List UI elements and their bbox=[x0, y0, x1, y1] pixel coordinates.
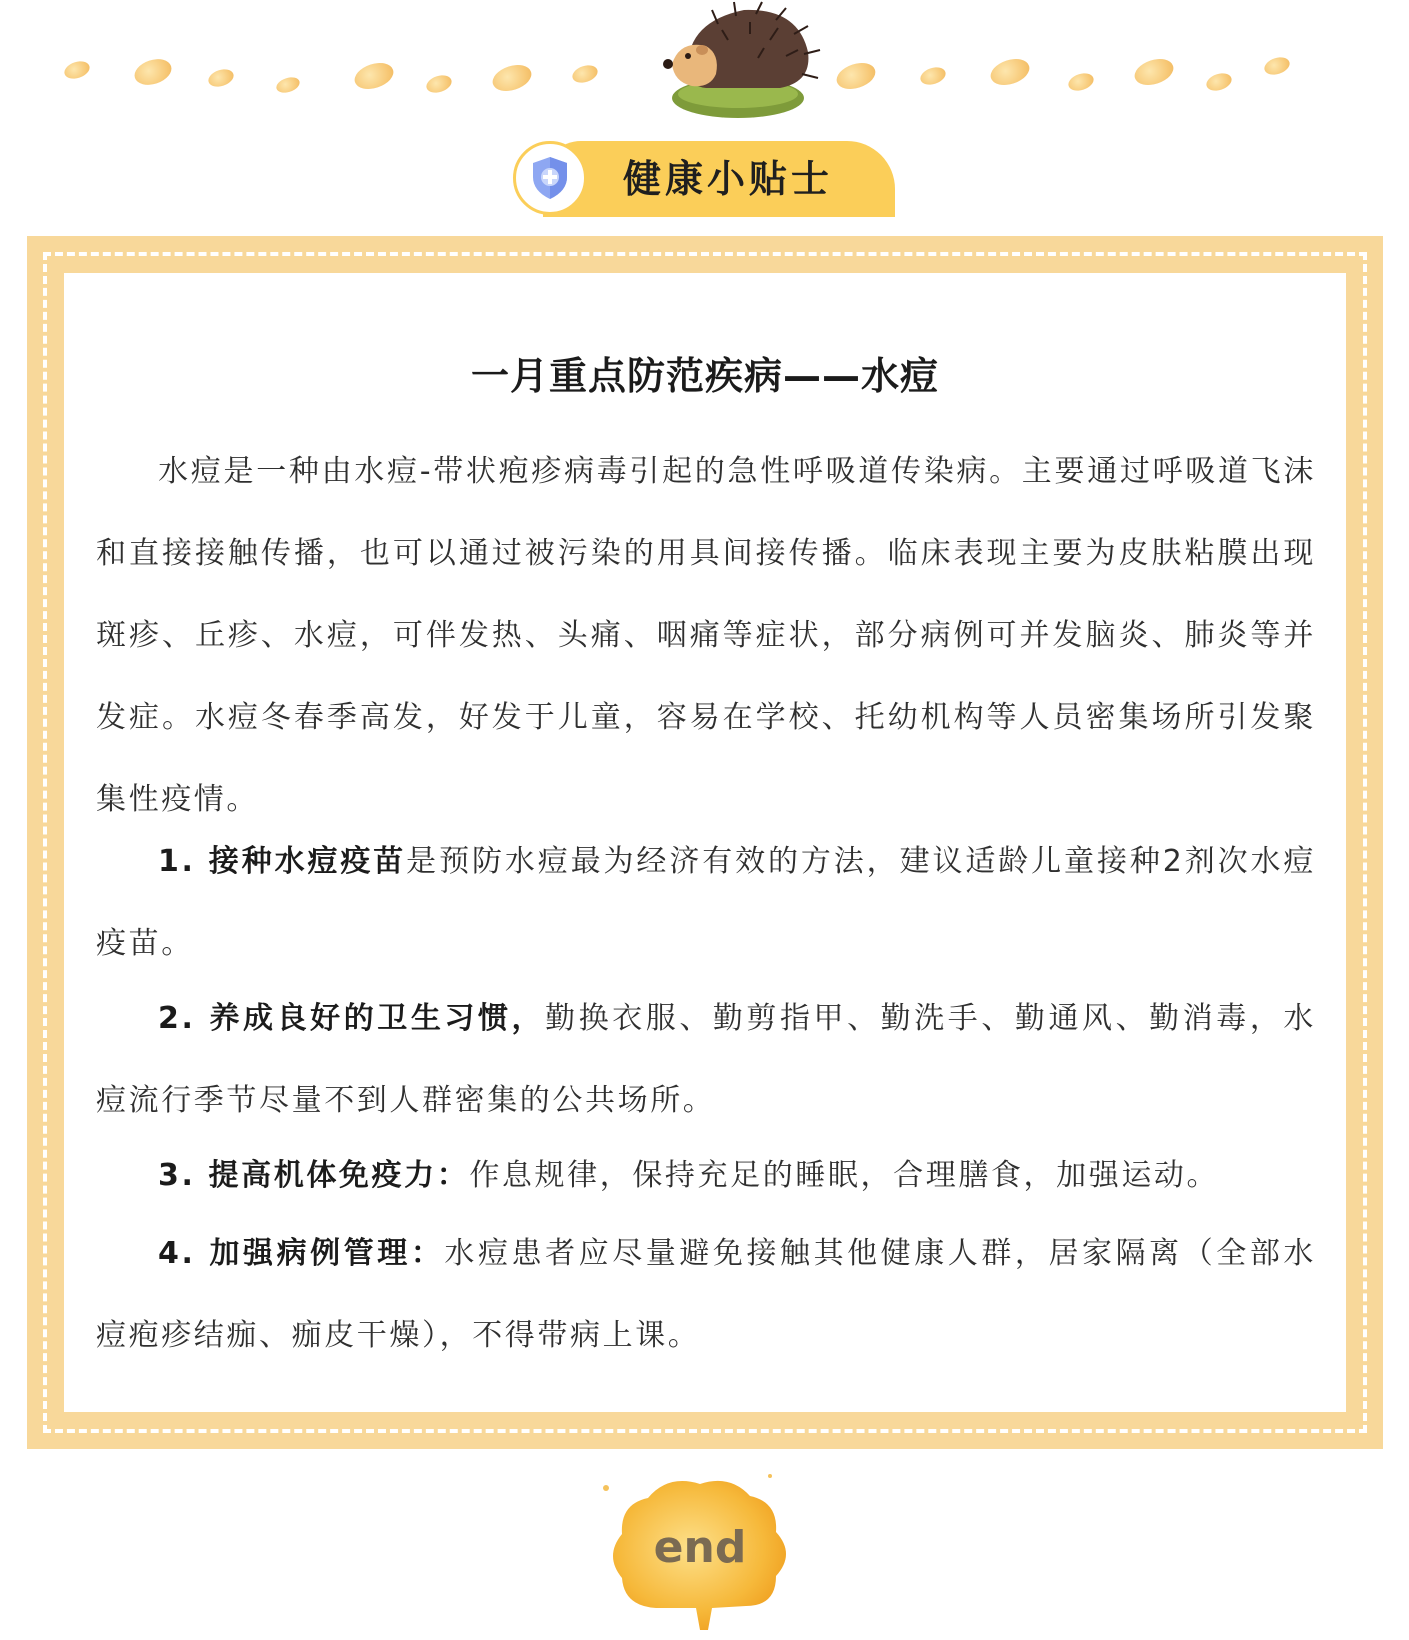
leaf-icon bbox=[1204, 70, 1234, 93]
content-panel bbox=[64, 273, 1346, 1412]
tip-lead: 1. 接种水痘疫苗 bbox=[158, 844, 407, 879]
article-title: 一月重点防范疾病——水痘 bbox=[470, 354, 939, 398]
leaf-icon bbox=[489, 60, 534, 95]
leaf-icon bbox=[351, 58, 396, 93]
intro-text: 水痘是一种由水痘-带状疱疹病毒引起的急性呼吸道传染病。主要通过呼吸道飞沫和直接接触传播，也可以通过被污染的用具间接传播。临床表现主要为皮肤粘膜出现斑疹、丘疹、水痘，可伴发热、头痛、咽痛等症状，部分病例可并发脑炎、肺炎等并发症。水痘冬春季高发，好发于儿童，容易在学校、托幼机构等人员密集场所引发聚集性疫情。 bbox=[96, 454, 1316, 817]
intro-paragraph bbox=[96, 431, 1316, 841]
leaf-icon bbox=[62, 58, 92, 81]
leaf-icon bbox=[1262, 54, 1292, 77]
leaf-icon bbox=[987, 54, 1032, 89]
tip-text: 是预防水痘最为经济有效的方法，建议适龄儿童接种2剂次水痘疫苗。 bbox=[96, 844, 1316, 961]
leaf-icon bbox=[833, 58, 878, 93]
leaf-icon bbox=[570, 62, 600, 85]
tip-lead: 3. 提高机体免疫力： bbox=[158, 1158, 470, 1193]
tip-paragraph bbox=[96, 1135, 1316, 1217]
leaf-icon bbox=[1131, 54, 1176, 89]
shield-plus-icon bbox=[530, 155, 570, 201]
leaf-icon bbox=[274, 75, 301, 96]
leaf-decoration-row bbox=[0, 0, 1409, 140]
leaf-icon bbox=[206, 66, 236, 89]
leaf-icon bbox=[918, 64, 948, 87]
leaf-icon bbox=[1066, 70, 1096, 93]
leaf-icon bbox=[131, 55, 175, 90]
content-frame bbox=[27, 236, 1383, 1449]
health-tip-header bbox=[513, 141, 895, 217]
tip-paragraph bbox=[96, 1213, 1316, 1377]
end-label: end bbox=[653, 1522, 747, 1573]
hedgehog-icon bbox=[658, 0, 828, 125]
shield-badge bbox=[513, 141, 587, 215]
tip-text: 作息规律，保持充足的睡眠，合理膳食，加强运动。 bbox=[469, 1158, 1220, 1193]
health-tip-title: 健康小贴士 bbox=[623, 157, 834, 201]
leaf-icon bbox=[424, 72, 454, 95]
tip-lead: 4. 加强病例管理： bbox=[158, 1236, 445, 1271]
tip-paragraph bbox=[96, 821, 1316, 985]
tip-text: 水痘患者应尽量避免接触其他健康人群，居家隔离（全部水痘疱疹结痂、痂皮干燥），不得带病上课。 bbox=[96, 1236, 1316, 1353]
end-badge bbox=[600, 1468, 800, 1633]
tip-text: 勤换衣服、勤剪指甲、勤洗手、勤通风、勤消毒，水痘流行季节尽量不到人群密集的公共场所。 bbox=[96, 1001, 1316, 1118]
tip-lead: 2. 养成良好的卫生习惯， bbox=[158, 1001, 546, 1036]
tip-paragraph bbox=[96, 978, 1316, 1142]
